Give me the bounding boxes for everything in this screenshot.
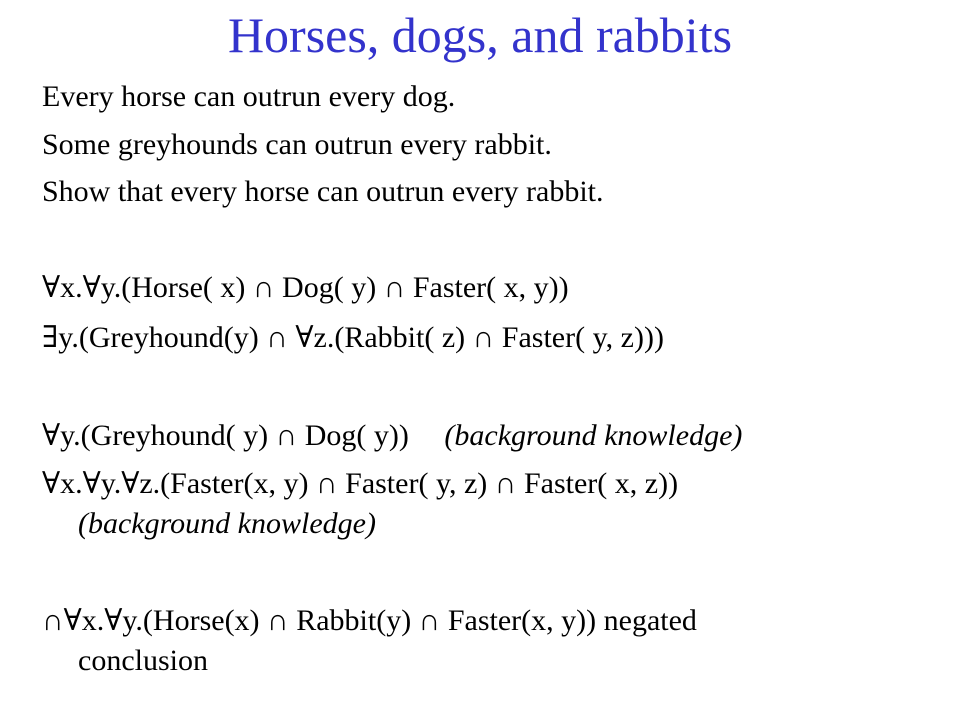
formula-greyhound-is-dog-text: ∀y.(Greyhound( y) ∩ Dog( y)): [42, 419, 409, 452]
background-knowledge-note-2: (background knowledge): [78, 507, 376, 540]
negated-conclusion-label: conclusion: [78, 644, 208, 677]
formula-greyhound-is-dog: [42, 418, 742, 454]
goal-statement: Show that every horse can outrun every rabbit.: [42, 175, 604, 208]
background-knowledge-note: (background knowledge): [444, 419, 743, 452]
premise-greyhounds-rabbits: Some greyhounds can outrun every rabbit.: [42, 128, 552, 161]
formula-negated-conclusion: ∩∀x.∀y.(Horse(x) ∩ Rabbit(y) ∩ Faster(x, y)) negated: [42, 604, 697, 637]
slide-title: Horses, dogs, and rabbits: [227, 7, 733, 63]
premise-horses-dogs: Every horse can outrun every dog.: [42, 80, 456, 113]
formula-transitivity: ∀x.∀y.∀z.(Faster(x, y) ∩ Faster( y, z) ∩ Faster( x, z)): [42, 467, 679, 500]
formula-horses-dogs: ∀x.∀y.(Horse( x) ∩ Dog( y) ∩ Faster( x, y)): [42, 271, 569, 304]
formula-greyhounds-rabbits: ∃y.(Greyhound(y) ∩ ∀z.(Rabbit( z) ∩ Faster( y, z))): [42, 321, 664, 354]
